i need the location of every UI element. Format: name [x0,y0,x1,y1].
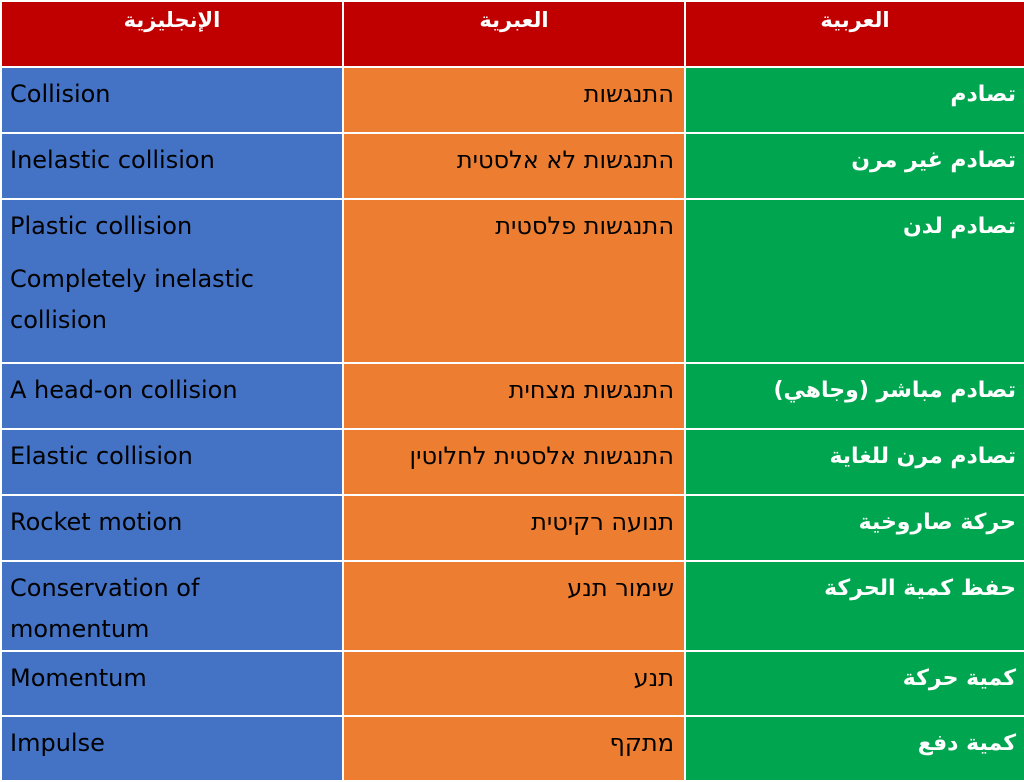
table-row [1,561,1024,651]
english-term: Rocket motion [1,495,343,561]
english-term: Plastic collision [10,212,193,240]
english-term-cell [1,199,343,363]
table-row [1,363,1024,429]
english-term: Elastic collision [1,429,343,495]
english-term: Inelastic collision [1,133,343,199]
english-term: Momentum [1,651,343,716]
table-row [1,67,1024,133]
header-row [1,1,1024,67]
arabic-term: حفظ كمية الحركة [685,561,1024,651]
table-row [1,651,1024,716]
english-term: A head-on collision [1,363,343,429]
header-arabic: العربية [685,1,1024,67]
arabic-term: تصادم لدن [685,199,1024,363]
hebrew-term: תנע [343,651,685,716]
hebrew-term: התנגשות מצחית [343,363,685,429]
arabic-term: كمية حركة [685,651,1024,716]
table-row [1,133,1024,199]
arabic-term: تصادم غير مرن [685,133,1024,199]
arabic-term: تصادم مباشر (وجاهي) [685,363,1024,429]
hebrew-term: התנגשות לא אלסטית [343,133,685,199]
english-term: Collision [1,67,343,133]
table-row [1,199,1024,363]
header-hebrew: العبرية [343,1,685,67]
hebrew-term: שימור תנע [343,561,685,651]
hebrew-term: תנועה רקיטית [343,495,685,561]
hebrew-term: מתקף [343,716,685,781]
english-term-alternate: Completely inelastic collision [10,265,254,334]
table-row [1,716,1024,781]
arabic-term: تصادم [685,67,1024,133]
english-term: Conservation of momentum [1,561,343,651]
english-term: Impulse [1,716,343,781]
arabic-term: تصادم مرن للغاية [685,429,1024,495]
hebrew-term: התנגשות פלסטית [343,199,685,363]
arabic-term: حركة صاروخية [685,495,1024,561]
table-row [1,495,1024,561]
header-english: الإنجليزية [1,1,343,67]
arabic-term: كمية دفع [685,716,1024,781]
hebrew-term: התנגשות אלסטית לחלוטין [343,429,685,495]
table-row [1,429,1024,495]
hebrew-term: התנגשות [343,67,685,133]
